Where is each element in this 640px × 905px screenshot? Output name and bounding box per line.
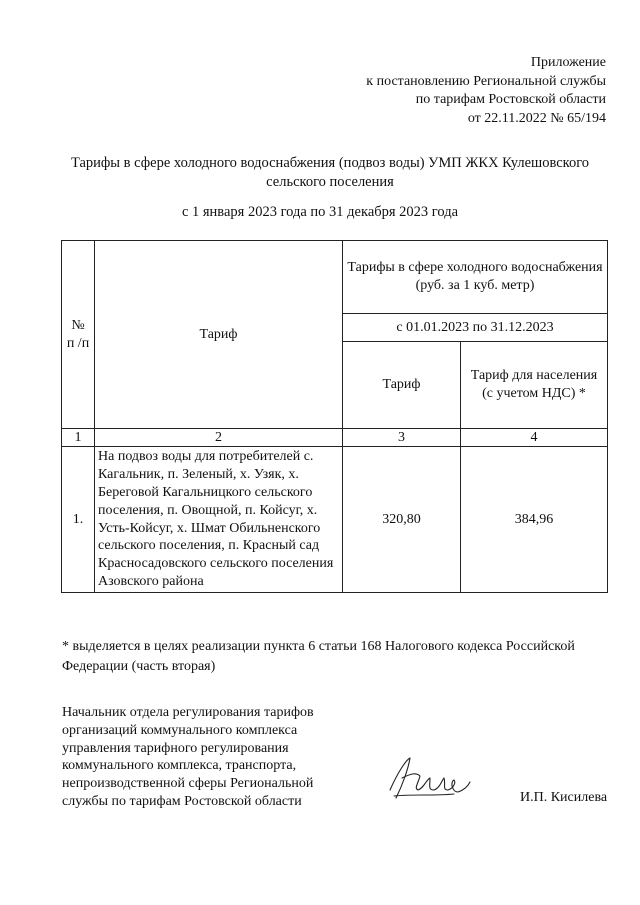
description-line: Красносадовского сельского поселения: [98, 556, 334, 572]
header-group: [343, 241, 608, 314]
row-population-tariff-value: 384,96: [461, 447, 608, 593]
header-number: [62, 241, 95, 429]
footnote: [62, 637, 602, 677]
column-number-cell: 2: [95, 429, 343, 447]
handwritten-signature: [384, 752, 474, 804]
signatory-name: И.П. Кисилева: [520, 790, 608, 805]
signatory-title: [62, 704, 362, 811]
title-line: Тарифы в сфере холодного водоснабжения (подвоз воды) УМП ЖКХ Кулешовского: [70, 155, 590, 171]
description-line: Азовского района: [98, 573, 204, 589]
appendix-line: Приложение: [530, 55, 606, 70]
signatory-title-line: службы по тарифам Ростовской области: [62, 793, 302, 809]
appendix-line: к постановлению Региональной службы: [366, 73, 606, 89]
header-period: с 01.01.2023 по 31.12.2023: [343, 314, 608, 342]
header-tariff: Тариф: [95, 241, 343, 429]
header-number-line: п /п: [66, 335, 90, 351]
appendix-date-number: от 22.11.2022 № 65/194: [467, 110, 606, 126]
description-line: сельского поселения, п. Красный сад: [98, 538, 320, 554]
row-description: [95, 447, 343, 593]
column-number-cell: 3: [343, 429, 461, 447]
description-line: Береговой Кагальницкого сельского: [98, 484, 313, 500]
header-sub-tariff: Тариф: [343, 342, 461, 429]
row-tariff-value: 320,80: [343, 447, 461, 593]
document-period: с 1 января 2023 года по 31 декабря 2023 года: [181, 204, 459, 220]
signatory-title-line: управления тарифного регулирования: [62, 740, 289, 756]
footnote-line: Федерации (часть вторая): [62, 659, 216, 674]
header-sub-population-line: Тариф для населения: [470, 368, 598, 383]
column-number-cell: 4: [461, 429, 608, 447]
description-line: поселения, п. Овощной, п. Койсуг, х.: [98, 502, 318, 518]
description-line: Кагальник, п. Зеленый, х. Узяк, х.: [98, 467, 299, 483]
column-number-cell: 1: [62, 429, 95, 447]
signatory-title-line: организаций коммунального комплекса: [62, 722, 298, 738]
signatory-title-line: коммунального комплекса, транспорта,: [62, 758, 297, 774]
document-title: [60, 154, 600, 191]
header-sub-population: [461, 342, 608, 429]
header-number-line: №: [71, 317, 85, 333]
tariff-table: [61, 240, 608, 593]
table-row: [62, 447, 608, 593]
description-line: Усть-Койсуг, х. Шмат Обильненского: [98, 520, 321, 536]
signatory-title-line: непроизводственной сферы Региональной: [62, 776, 314, 792]
header-group-line: (руб. за 1 куб. метр): [415, 278, 535, 293]
appendix-line: по тарифам Ростовской области: [415, 92, 606, 107]
description-line: На подвоз воды для потребителей с.: [98, 449, 314, 465]
title-line: сельского поселения: [266, 173, 394, 190]
row-number: 1.: [62, 447, 95, 593]
signatory-title-line: Начальник отдела регулирования тарифов: [62, 705, 314, 720]
footnote-line: * выделяется в целях реализации пункта 6 статьи 168 Налогового кодекса Российской: [62, 639, 575, 654]
appendix-header: [366, 54, 606, 128]
header-group-line: Тарифы в сфере холодного водоснабжения: [347, 260, 603, 275]
header-sub-population-line: (с учетом НДС) *: [482, 386, 586, 401]
